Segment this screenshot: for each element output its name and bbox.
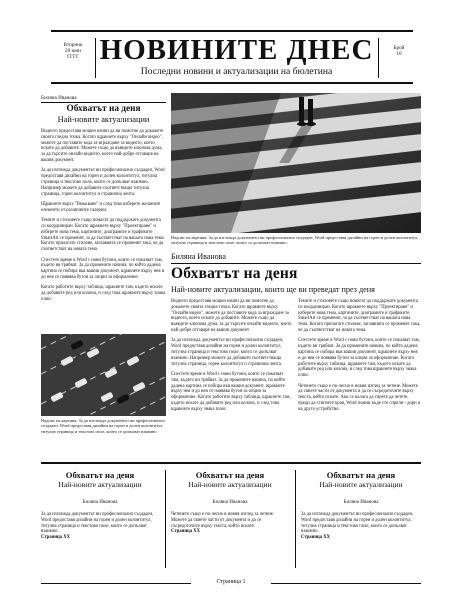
side-photo-caption: Надпис на картина: За да изглежда документът ви професионално създаден, Word предоставя дизайни на горен и долен колонтитул, титулна страница и текстово поле, които се допълват взаимно. — [41, 418, 165, 434]
bottom-article-headline: Обхватът на деня — [326, 470, 396, 480]
bottom-article-subheadline: Най-новите актуализации — [58, 480, 142, 489]
masthead-year: ГГГГ — [67, 54, 79, 61]
left-article-subheadline: Най-новите актуализации — [57, 115, 150, 124]
left-paragraph: Видеото предоставя мощен начин да ви помогне да докажете своята гледна точка. Когато щракнете върху "Онлайн видео", можете да поставите кода за вграждане за видеото, което искате да добавите. Можете също да въведете ключова дума, за да търсите онлайн видеото, което най-добре отговаря на вашия документ. — [41, 129, 164, 163]
footer-rule-left — [41, 583, 191, 584]
bottom-article-page-ref[interactable]: Страница XX — [41, 535, 71, 541]
left-article-body — [41, 129, 166, 307]
left-paragraph: Щракнете върху "Вмъкване" и след това изберете желаните елементи от различните галерии. — [41, 201, 161, 213]
top-photo-caption: Надпис на картина: За да изглежда документът ви професионално създаден, Word предоставя дизайни на горен и долен колонтитул, титулна страница и текстово поле, които се допълват взаимно. — [171, 235, 419, 246]
bottom-article-author: Биляна Иванова — [343, 499, 379, 505]
masthead-title: НОВИНИТЕ ДНЕС — [99, 34, 374, 66]
bottom-article-3 — [301, 470, 421, 541]
bottom-top-rule — [41, 462, 421, 464]
left-article-author: Биляна Иванова — [41, 95, 77, 101]
masthead-bottom-rule — [51, 82, 413, 84]
main-article-column-2 — [298, 299, 421, 417]
bottom-article-subheadline: Най-новите актуализации — [188, 480, 272, 489]
main-article-author: Биляна Иванова — [171, 252, 226, 261]
main-paragraph: Четенето също е по-лесно в новия изглед за четене. Можете да свиете части от документа и да се съсредоточите върху текста, който искате. Ако се налага да спрете да четете, преди да стигнете края, Word помни къде сте спрели - дори и на друго устройство. — [298, 383, 421, 412]
bottom-article-author: Биляна Иванова — [82, 499, 118, 505]
masthead-issue-block — [384, 45, 414, 57]
main-article-rule — [171, 263, 421, 264]
masthead-date-block — [51, 42, 95, 61]
bottom-article-subheadline: Най-новите актуализации — [319, 480, 403, 489]
masthead-date: 20 юни — [65, 48, 81, 55]
issue-label: Брой — [393, 45, 405, 51]
main-paragraph: За да изглежда документът ви професионално създаден, Word предоставя дизайни на горен и долен колонтитул, титулна страница и текстово поле, които се допълват взаимно. Например можете да добавите съответстваща титулна страница, горен колонтитул и странична лента. — [171, 338, 284, 367]
bottom-article-2 — [171, 470, 289, 535]
left-article-headline: Обхватът на деня — [66, 104, 141, 114]
bottom-article-text: За да изглежда документът ви професионално създаден, Word предоставя дизайни на горен и долен колонтитул, титулна страница и текстово поле, които се допълват взаимно. — [41, 512, 154, 535]
main-article-headline: Обхватът на деня — [171, 265, 298, 282]
left-paragraph: За да изглежда документът ви професионално създаден, Word предоставя дизайни на горен и долен колонтитул, титулна страница и текстово поле, които се допълват взаимно. Например можете да добавите съответстваща титулна страница, горен колонтитул и странична лента. — [41, 168, 165, 197]
bottom-article-author: Биляна Иванова — [212, 499, 248, 505]
left-paragraph: Темите и стиловете също помагат да поддържате документа си координиран. Когато щракнете върху "Проектиране" и изберете нова тема, картините, диаграмите и графиките SmartArt се променят, за да съответстват на вашата нова тема. Когато прилагате стилове, заглавията се променят така, че да съответстват на новата тема. — [41, 218, 165, 253]
bottom-article-headline: Обхватът на деня — [65, 470, 135, 480]
masthead-subtitle: Последни новини и актуализации на бюлетина — [140, 66, 333, 77]
crosswalk-photo — [171, 93, 421, 233]
bottom-article-text: За да изглежда документът ви професионално създаден, Word предоставя дизайни на горен и долен колонтитул, титулна страница и текстово поле, които се допълват взаимно. — [301, 512, 414, 535]
left-article-rule — [41, 102, 166, 103]
cars-photo-image — [41, 334, 166, 416]
bottom-article-headline: Обхватът на деня — [195, 470, 265, 480]
main-paragraph: Спестете време в Word с нови бутони, които се показват там, където ви трябват. За да промените начина, по който дадена картина се побира във вашия документ, щракнете върху нея и до нея се появява бутон за опции за оформление. Когато работите върху таблица, щракнете там, където искате да добавите ред или колона, и след това щракнете върху знака плюс. — [171, 371, 291, 412]
bottom-article-text: Четенето също е по-лесно в новия изглед за четене. Можете да свиете части от документа и да се съсредоточите върху текста, който искате. — [171, 512, 274, 529]
footer-page-number: Страница 1 — [216, 579, 246, 585]
main-paragraph: Видеото предоставя мощен начин да ви помогне да докажете своята гледна точка. Когато щракнете върху "Онлайн видео", можете да поставите кода за вграждане за видеото, което искате да добавите. Можете също да въведете ключова дума, за да търсите онлайн видеото, което най-добре отговаря на вашия документ. — [171, 299, 292, 333]
main-article-column-1 — [171, 299, 292, 417]
masthead-top-rule — [51, 30, 413, 32]
bottom-divider-1 — [165, 470, 166, 568]
masthead-right-divider — [378, 38, 379, 78]
issue-number: 10 — [396, 51, 402, 58]
bottom-article-1 — [41, 470, 159, 541]
crosswalk-photo-image — [171, 93, 421, 233]
bottom-article-page-ref[interactable]: Страница XX — [171, 529, 201, 535]
left-paragraph: Когато работите върху таблица, щракнете там, където искате да добавите ред или колона, и след това щракнете върху знака плюс. — [41, 285, 166, 302]
masthead-day: Вторник — [63, 42, 83, 48]
main-paragraph: Темите и стиловете също помагат да поддържате документа си координиран. Когато щракнете върху "Проектиране" и изберете нова тема, картините, диаграмите и графиките SmartArt се променят, за да съответстват на вашата нова тема. Когато прилагате стилове, заглавията се променят така, че да съответстват на новата тема. — [298, 299, 421, 333]
bottom-article-page-ref[interactable]: Страница XX — [301, 535, 331, 541]
footer-rule-right — [271, 583, 421, 584]
left-paragraph: Спестете време в Word с нови бутони, които се показват там, където ви трябват. За да промените начина, по който дадена картина се побира във вашия документ, щракнете върху нея и до нея се появява бутон за опции за оформление. — [41, 257, 165, 280]
main-paragraph: Спестете време в Word с нови бутони, които се показват там, където ви трябват. За да промените начина, по който дадена картина се побира във вашия документ, щракнете върху нея и до нея се появява бутон за опции за оформление. Когато работите върху таблица, щракнете там, където искате да добавите ред или колона, и след това щракнете върху знака плюс. — [298, 338, 420, 379]
cars-photo — [41, 334, 166, 416]
bottom-divider-2 — [295, 470, 296, 568]
main-article-subheadline: Най-новите актуализации, които ще ви преведат през деня — [171, 285, 375, 294]
